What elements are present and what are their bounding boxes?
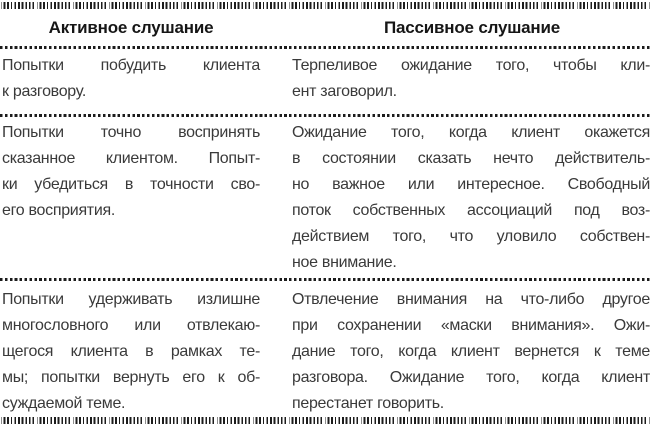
- text-line: действием того, что уловило собствен-: [292, 228, 650, 245]
- text-line: в состоянии сказать нечто действитель-: [292, 150, 650, 167]
- text-line: ное внимание.: [292, 254, 397, 271]
- text-line: Терпеливое ожидание того, чтобы кли-: [292, 57, 650, 74]
- column-gutter: [260, 287, 292, 417]
- text-line: Ожидание того, когда клиент окажется: [292, 124, 650, 141]
- text-line: мы; попытки вернуть его к об-: [2, 369, 260, 386]
- column-header-passive-listening: Пассивное слушание: [384, 17, 560, 37]
- cell-passive-listening: [292, 120, 650, 276]
- cell-active-listening: [0, 120, 260, 276]
- text-line: при сохранении «маски внимания». Ожи-: [292, 317, 650, 334]
- text-line: ки убедиться в точности сво-: [2, 176, 260, 193]
- table-row: [0, 50, 650, 114]
- table-header-row: [0, 9, 650, 46]
- text-line: перестанет говорить.: [292, 395, 444, 412]
- text-line: щегося клиента в рамках те-: [2, 343, 260, 360]
- text-line: Отвлечение внимания на что-либо другое: [292, 291, 650, 308]
- text-line: Попытки точно воспринять: [2, 124, 260, 141]
- cell-passive-listening: [292, 53, 650, 105]
- column-header-active-listening: Активное слушание: [48, 17, 214, 37]
- text-line: но важное или интересное. Свободный: [292, 176, 650, 193]
- text-line: разговора. Ожидание того, когда клиент: [292, 369, 650, 386]
- text-line: его восприятия.: [2, 202, 115, 219]
- text-line: Попытки удерживать излишне: [2, 291, 260, 308]
- text-line: дание того, когда клиент вернется к теме: [292, 343, 650, 360]
- text-line: поток собственных ассоциаций под воз-: [292, 202, 650, 219]
- text-line: ент заговорил.: [292, 83, 397, 100]
- table-row: [0, 282, 650, 417]
- text-line: Попытки побудить клиента: [2, 57, 260, 74]
- table-body: [0, 50, 650, 417]
- text-line: многословного или отвлекаю-: [2, 317, 260, 334]
- text-line: суждаемой теме.: [2, 395, 126, 412]
- table-row: [0, 118, 650, 278]
- column-gutter: [260, 53, 292, 105]
- text-line: сказанное клиентом. Попыт-: [2, 150, 260, 167]
- table-bottom-border: [0, 417, 650, 424]
- column-gutter: [260, 120, 292, 276]
- text-line: к разговору.: [2, 83, 86, 100]
- cell-active-listening: [0, 53, 260, 105]
- cell-active-listening: [0, 287, 260, 417]
- table-top-border: [0, 2, 650, 9]
- cell-passive-listening: [292, 287, 650, 417]
